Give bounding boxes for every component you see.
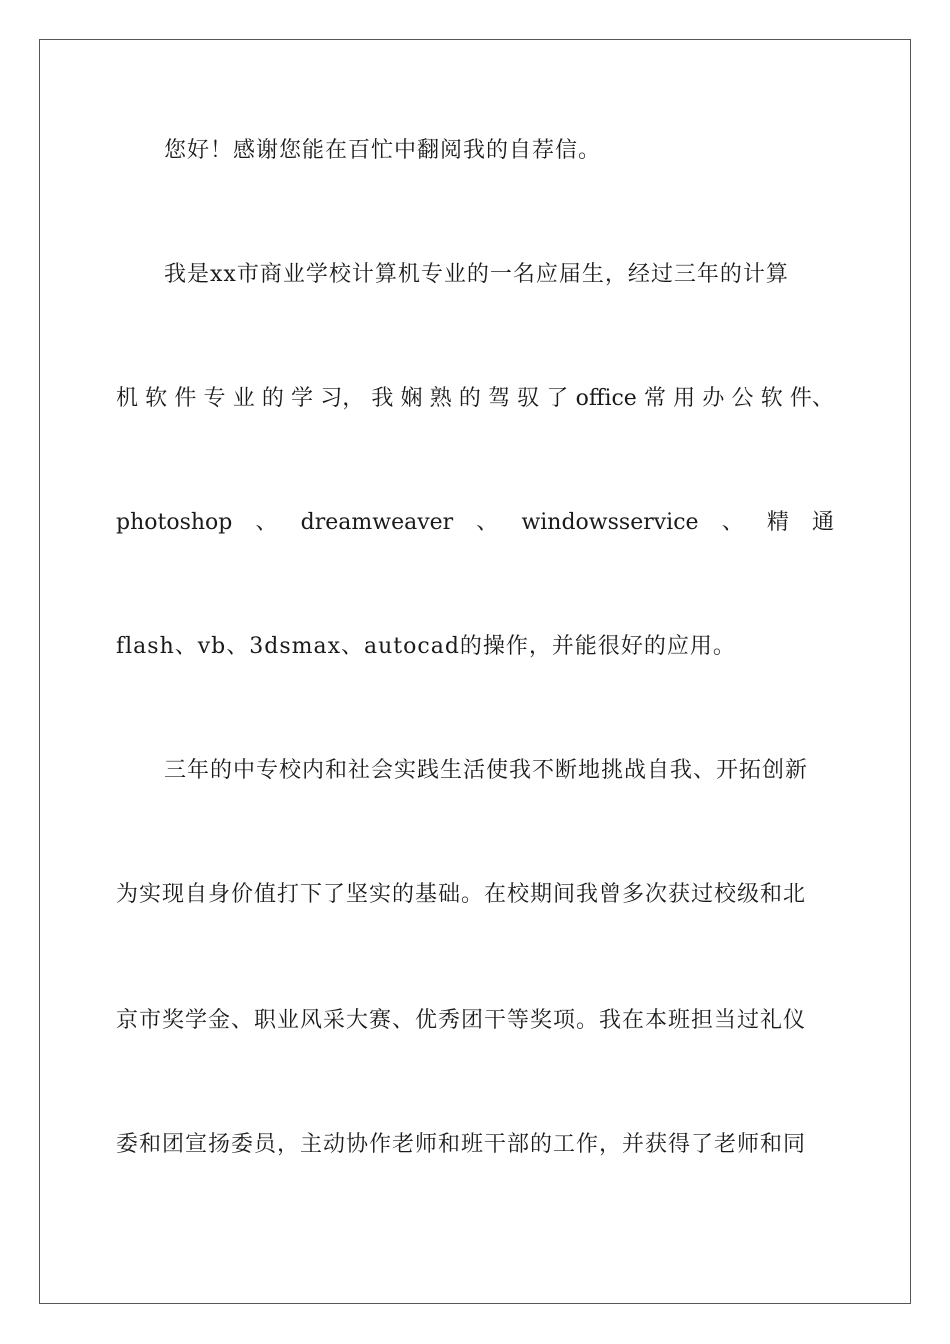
body-text-line-8: 委和团宣扬委员，主动协作老师和班干部的工作，并获得了老师和同: [116, 1132, 807, 1157]
greeting-line: 您好！感谢您能在百忙中翻阅我的自荐信。: [164, 138, 602, 163]
page-border: [39, 39, 911, 1304]
body-text-line-2: 机 软 件 专 业 的 学 习， 我 娴 熟 的 驾 驭 了 office 常 用 办 公 软 件、: [116, 386, 834, 411]
body-text-line-6: 为实现自身价值打下了坚实的基础。在校期间我曾多次获过校级和北: [116, 882, 807, 907]
body-text-line-4: flash、vb、3dsmax、autocad的操作，并能很好的应用。: [116, 634, 736, 659]
body-text-line-3: photoshop 、 dreamweaver 、 windowsservice 、 精 通: [116, 510, 834, 535]
body-text-line-7: 京市奖学金、职业风采大赛、优秀团干等奖项。我在本班担当过礼仪: [116, 1008, 807, 1033]
body-text-line-5: 三年的中专校内和社会实践生活使我不断地挑战自我、开拓创新: [164, 758, 809, 783]
body-text-line-1: 我是xx市商业学校计算机专业的一名应届生，经过三年的计算: [164, 262, 789, 287]
